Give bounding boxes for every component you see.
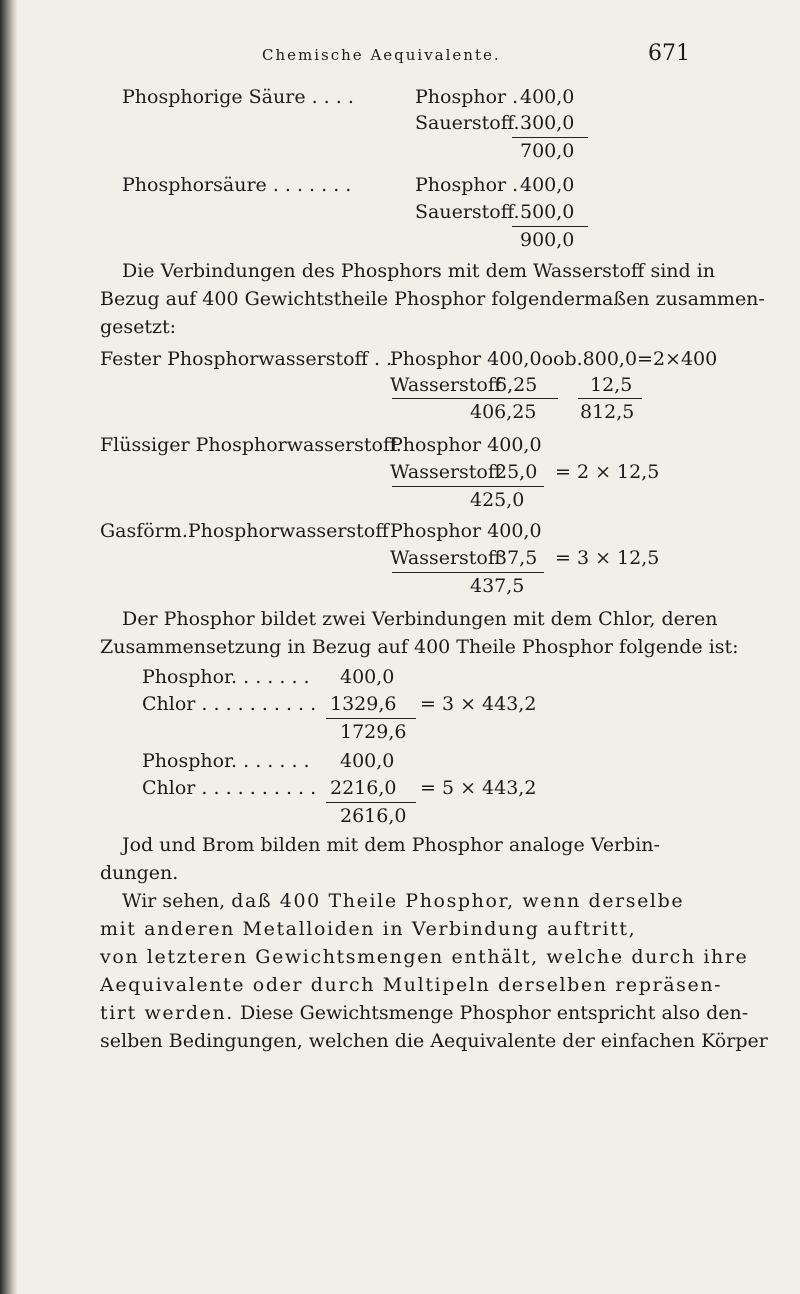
- acid-value: 300,0: [520, 112, 575, 134]
- compound-row-label: Wasserstoff: [390, 374, 502, 396]
- body-text-line: Bezug auf 400 Gewichtstheile Phosphor folgendermaßen zusammen-: [100, 288, 765, 310]
- sum-rule: [326, 718, 416, 719]
- page-binding-shadow: [0, 0, 18, 1294]
- compound-total: 406,25: [470, 401, 537, 423]
- chloride-total: 1729,6: [340, 721, 407, 743]
- text-spaced-emphasis: daß 400 Theile Phosphor, wenn derselbe: [231, 890, 685, 912]
- acid-element: Sauerstoff. .: [415, 201, 532, 223]
- compound-row-label: Wasserstoff: [390, 461, 502, 483]
- chloride-multiple: = 3 × 443,2: [420, 693, 537, 715]
- body-text-line: Zusammensetzung in Bezug auf 400 Theile Phosphor folgende ist:: [100, 636, 739, 658]
- body-text-line: Der Phosphor bildet zwei Verbindungen mit dem Chlor, deren: [122, 608, 718, 630]
- text-spaced-emphasis: tirt werden.: [100, 1002, 234, 1024]
- body-text-line: [122, 892, 684, 911]
- chloride-value: 2216,0: [330, 777, 397, 799]
- acid-value: 400,0: [520, 86, 575, 108]
- compound-multiple: = 2 × 12,5: [555, 461, 660, 483]
- compound-name: Gasförm.Phosphorwasserstoff: [100, 520, 389, 542]
- compound-value: 25,0: [495, 461, 538, 483]
- compound-value: 37,5: [495, 547, 538, 569]
- compound-row: Phosphor 400,0oob.800,0=2×400: [390, 348, 718, 370]
- body-text-line: Die Verbindungen des Phosphors mit dem Wasserstoff sind in: [122, 260, 716, 282]
- compound-total: 425,0: [470, 489, 525, 511]
- text-normal: Diese Gewichtsmenge Phosphor entspricht also den-: [233, 1002, 749, 1024]
- body-text-line: [100, 1004, 748, 1023]
- chloride-total: 2616,0: [340, 805, 407, 827]
- body-text-line: dungen.: [100, 862, 179, 884]
- acid-total: 700,0: [520, 140, 575, 162]
- compound-name: Fester Phosphorwasserstoff . .: [100, 348, 393, 370]
- sum-rule: [326, 802, 416, 803]
- acid-value: 500,0: [520, 201, 575, 223]
- acid-total: 900,0: [520, 229, 575, 251]
- acid-element: Phosphor . .: [415, 86, 531, 108]
- body-text-line: von letzteren Gewichtsmengen enthält, welche durch ihre: [100, 946, 749, 968]
- acid-element: Phosphor . .: [415, 174, 531, 196]
- acid-name: Phosphorige Säure . . . .: [122, 86, 354, 108]
- sum-rule: [512, 137, 588, 138]
- body-text-line: selben Bedingungen, welchen die Aequivalente der einfachen Körper: [100, 1030, 768, 1052]
- page-number: 671: [648, 41, 690, 66]
- compound-total: 812,5: [580, 401, 635, 423]
- acid-value: 400,0: [520, 174, 575, 196]
- running-title: Chemische Aequivalente.: [262, 46, 501, 64]
- chloride-multiple: = 5 × 443,2: [420, 777, 537, 799]
- chloride-value: 1329,6: [330, 693, 397, 715]
- sum-rule: [578, 398, 642, 399]
- body-text-line: mit anderen Metalloiden in Verbindung auftritt,: [100, 918, 637, 940]
- compound-value: 6,25: [495, 374, 538, 396]
- compound-total: 437,5: [470, 575, 525, 597]
- body-text-line: Jod und Brom bilden mit dem Phosphor analoge Verbin-: [122, 834, 660, 856]
- text-normal: Wir sehen,: [122, 890, 232, 912]
- acid-element: Sauerstoff. .: [415, 112, 532, 134]
- acid-name: Phosphorsäure . . . . . . .: [122, 174, 352, 196]
- chloride-value: 400,0: [340, 750, 395, 772]
- compound-row-label: Wasserstoff: [390, 547, 502, 569]
- compound-value: 12,5: [590, 374, 633, 396]
- chloride-value: 400,0: [340, 666, 395, 688]
- compound-name: Flüssiger Phosphorwasserstoff.: [100, 434, 402, 456]
- sum-rule: [512, 226, 588, 227]
- sum-rule: [392, 572, 544, 573]
- sum-rule: [392, 398, 558, 399]
- compound-row: Phosphor 400,0: [390, 434, 542, 456]
- body-text-line: gesetzt:: [100, 316, 177, 338]
- chloride-label: Chlor . . . . . . . . . .: [142, 777, 317, 799]
- sum-rule: [392, 486, 544, 487]
- chloride-label: Phosphor. . . . . . .: [142, 750, 310, 772]
- chloride-label: Phosphor. . . . . . .: [142, 666, 310, 688]
- compound-row: Phosphor 400,0: [390, 520, 542, 542]
- compound-multiple: = 3 × 12,5: [555, 547, 660, 569]
- body-text-line: Aequivalente oder durch Multipeln derselben repräsen-: [100, 974, 723, 996]
- chloride-label: Chlor . . . . . . . . . .: [142, 693, 317, 715]
